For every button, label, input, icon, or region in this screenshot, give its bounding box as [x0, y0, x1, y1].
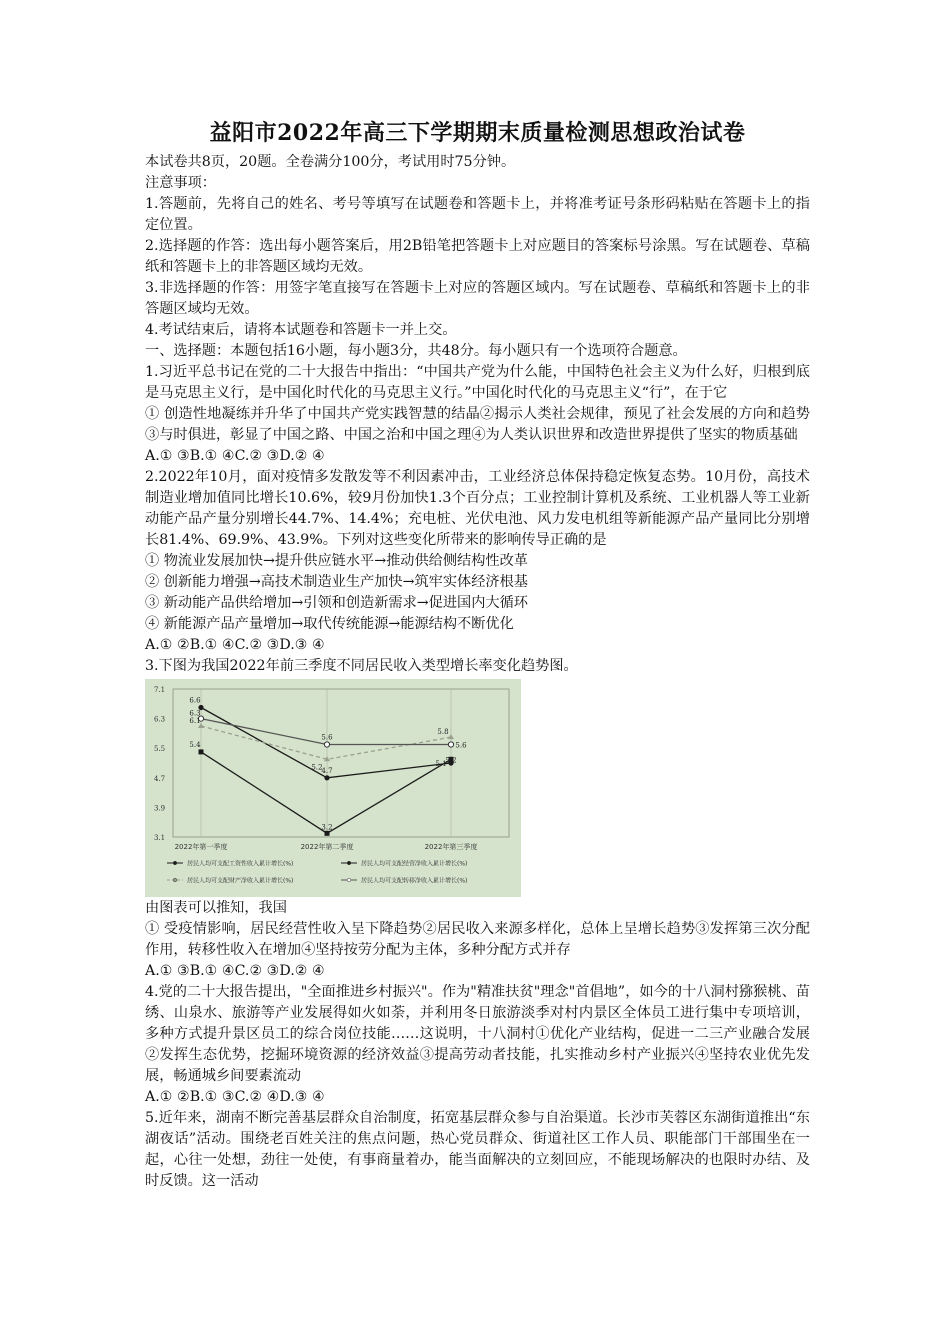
question-2-item: ④ 新能源产品产量增加→取代传统能源→能源结构不断优化: [145, 616, 514, 632]
question-1-items: ① 创造性地凝练并升华了中国共产党实践智慧的结晶②揭示人类社会规律，预见了社会发展的方向和趋势③与时俱进，彰显了中国之路、中国之治和中国之理④为人类认识世界和改造世界提供了坚实的物质基础: [145, 406, 810, 443]
question-2-item: ③ 新动能产品供给增加→引领和创造新需求→促进国内大循环: [145, 595, 528, 611]
chart-point: [448, 742, 453, 747]
chart-point: [448, 734, 454, 739]
chart-point: [324, 742, 329, 747]
chart-legend-marker: [173, 878, 177, 882]
question-5-stem: 5.近年来，湖南不断完善基层群众自治制度，拓宽基层群众参与自治渠道。长沙市芙蓉区东湖街道推出“东湖夜话”活动。围绕老百姓关注的焦点问题，热心党员群众、街道社区工作人员、职能部门干部围坐在一起，心往一处想，劲往一处使，有事商量着办，能当面解决的立刻回应，不能现场解决的也限时办结、及时反馈。这一活动: [145, 1110, 810, 1189]
income-growth-chart: [145, 679, 521, 897]
chart-plot-frame: [173, 689, 509, 837]
chart-data-label: 3.2: [321, 823, 333, 832]
chart-y-tick-label: 3.1: [154, 834, 166, 842]
intro-line: 本试卷共8页，20题。全卷满分100分，考试用时75分钟。: [145, 154, 516, 170]
question-3-options: A.① ③B.① ④C.② ③D.② ④: [145, 963, 325, 979]
chart-y-tick-label: 6.3: [154, 715, 166, 724]
chart-data-label: 6.1: [189, 717, 201, 725]
chart-legend-marker: [173, 861, 177, 865]
intro-line: 1.答题前，先将自己的姓名、考号等填写在试题卷和答题卡上，并将准考证号条形码粘贴在答题卡上的指定位置。: [145, 196, 810, 233]
chart-legend-label: 居民人均可支配财产净收入累计增长(%): [187, 877, 294, 885]
chart-y-tick-label: 3.9: [154, 804, 166, 813]
chart-y-tick-label: 5.5: [154, 745, 166, 754]
chart-data-label: 4.7: [321, 766, 333, 775]
chart-data-label: 5.2: [445, 756, 457, 765]
chart-data-labels: [189, 697, 467, 832]
chart-x-ticks: [175, 842, 478, 851]
question-1-stem: 1.习近平总书记在党的二十大报告中指出：“中国共产党为什么能，中国特色社会主义为什么好，归根到底是马克思主义行，是中国化时代化的马克思主义行。”中国化时代化的马克思主义“行”，在于它: [145, 364, 810, 401]
section-heading: 一、选择题：本题包括16小题，每小题3分，共48分。每小题只有一个选项符合题意。: [145, 343, 687, 359]
chart-svg: [145, 679, 521, 897]
chart-legend-label: 居民人均可支配工资性收入累计增长(%): [187, 860, 294, 868]
chart-legend-marker: [347, 878, 351, 882]
chart-data-label: 5.6: [455, 741, 467, 750]
chart-data-label: 5.1: [435, 760, 447, 768]
question-2-item: ② 创新能力增强→高技术制造业生产加快→筑牢实体经济根基: [145, 574, 528, 590]
chart-point: [199, 749, 204, 754]
chart-grid: [173, 689, 509, 837]
question-4-stem: 4.党的二十大报告提出，"全面推进乡村振兴"。作为"精准扶贫"理念"首倡地”，如今的十八洞村猕猴桃、苗绣、山泉水、旅游等产业发展得如火如荼，并利用冬日旅游淡季对村内景区全体员工进行集中专项培训，多种方式提升景区员工的综合岗位技能……这说明，十八洞村①优化产业结构，促进一二三产业融合发展②发挥生态优势，挖掘环境资源的经济效益③提高劳动者技能，扎实推动乡村产业振兴④坚持农业优先发展，畅通城乡间要素流动: [145, 984, 810, 1084]
chart-data-label: 5.2: [311, 763, 323, 772]
intro-line: 2.选择题的作答：选出每小题答案后，用2B铅笔把答题卡上对应题目的答案标号涂黑。写在试题卷、草稿纸和答题卡上的非答题区域均无效。: [145, 238, 810, 275]
question-1-options: A.① ③B.① ④C.② ③D.② ④: [145, 448, 325, 464]
chart-series-line: [201, 752, 451, 833]
chart-data-label: 6.3: [189, 709, 201, 718]
question-3-prompt: 由图表可以推知，我国: [145, 900, 287, 916]
chart-data-label: 5.4: [189, 740, 201, 749]
chart-point: [324, 775, 329, 780]
question-2-stem: 2.2022年10月，面对疫情多发散发等不利因素冲击，工业经济总体保持稳定恢复态势。10月份，高技术制造业增加值同比增长10.6%，较9月份加快1.3个百分点；工业控制计算机及系统、工业机器人等工业新动能产品产量分别增长44.7%、14.4%；充电桩、光伏电池、风力发电机组等新能源产品产量同比分别增长81.4%、69.9%、43.9%。下列对这些变化所带来的影响传导正确的是: [145, 469, 810, 548]
chart-legend-marker: [347, 861, 351, 865]
chart-legend-label: 居民人均可支配转移净收入累计增长(%): [361, 877, 468, 885]
chart-point: [325, 831, 330, 836]
intro-line: 4.考试结束后，请将本试题卷和答题卡一并上交。: [145, 322, 457, 338]
chart-x-tick-label: 2022年第一季度: [174, 843, 228, 851]
chart-x-tick-label: 2022年第三季度: [424, 843, 478, 851]
chart-data-label: 5.8: [437, 728, 449, 737]
chart-data-label: 6.6: [189, 696, 201, 705]
chart-y-tick-label: 4.7: [154, 774, 166, 783]
question-2-options: A.① ②B.① ④C.② ③D.③ ④: [145, 637, 325, 653]
chart-legend: [167, 860, 467, 885]
exam-page: [145, 118, 810, 1192]
chart-y-ticks: [154, 686, 165, 842]
chart-y-tick-label: 7.1: [154, 686, 166, 694]
question-2-item: ① 物流业发展加快→提升供应链水平→推动供给侧结构性改革: [145, 553, 528, 569]
chart-data-label: 5.6: [321, 733, 333, 742]
intro-line: 注意事项：: [145, 175, 216, 191]
question-4-options: A.① ②B.① ③C.② ④D.③ ④: [145, 1089, 325, 1105]
chart-x-tick-label: 2022年第二季度: [300, 843, 354, 851]
question-3-items: ① 受疫情影响，居民经营性收入呈下降趋势②居民收入来源多样化，总体上呈增长趋势③发挥第三次分配作用，转移性收入在增加④坚持按劳分配为主体，多种分配方式并存: [145, 921, 810, 958]
question-3-stem: 3.下图为我国2022年前三季度不同居民收入类型增长率变化趋势图。: [145, 658, 578, 674]
page-title: 益阳市2022年高三下学期期末质量检测思想政治试卷: [209, 120, 746, 146]
chart-legend-label: 居民人均可支配经营净收入累计增长(%): [361, 860, 468, 868]
intro-line: 3.非选择题的作答：用签字笔直接写在答题卡上对应的答题区域内。写在试题卷、草稿纸和答题卡上的非答题区域均无效。: [145, 280, 810, 317]
